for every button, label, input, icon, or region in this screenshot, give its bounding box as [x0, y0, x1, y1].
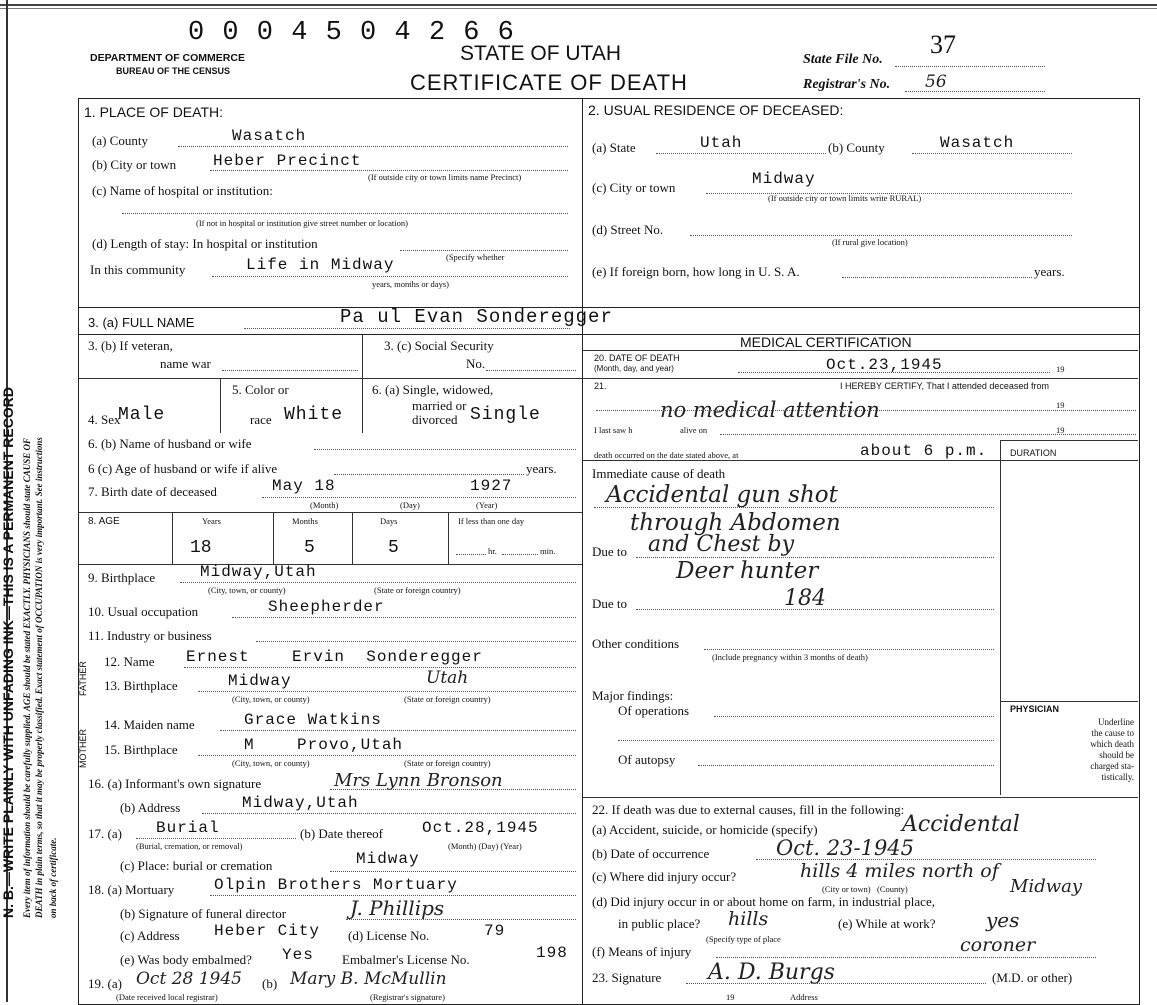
physician-note-line: charged sta- — [1090, 761, 1134, 771]
immediate-cause-1[interactable]: Accidental gun shot — [606, 482, 838, 508]
immediate-cause-label: Immediate cause of death — [592, 466, 726, 481]
father-birthplace-label: 13. Birthplace — [104, 678, 178, 693]
other-conditions-note: (Include pregnancy within 3 months of death) — [712, 652, 868, 662]
alive-on-label: alive on — [680, 425, 708, 435]
external-heading: 22. If death was due to external causes, fill in the following: — [592, 802, 905, 817]
burial-label: 17. (a) — [88, 826, 122, 841]
residence-heading: 2. USUAL RESIDENCE OF DECEASED: — [588, 102, 844, 118]
address-label: Address — [790, 992, 818, 1002]
occupation-label: 10. Usual occupation — [88, 604, 199, 619]
public-place-value[interactable]: hills — [728, 908, 769, 930]
sig-nineteen: 19 — [726, 992, 735, 1002]
burial-place-value[interactable]: Midway — [356, 850, 420, 868]
burial-date-value[interactable]: Oct.28,1945 — [422, 819, 539, 837]
registrar-number: 56 — [925, 72, 947, 92]
informant-signature[interactable]: Mrs Lynn Bronson — [334, 770, 503, 791]
means-value[interactable]: coroner — [960, 934, 1036, 956]
duration-header: DURATION — [1010, 448, 1057, 458]
physician-header: PHYSICIAN — [1010, 704, 1060, 714]
race-label: race — [250, 412, 272, 427]
marital-header: 6. (a) Single, widowed, — [372, 382, 494, 397]
death-city-value[interactable]: Heber Precinct — [213, 152, 362, 170]
injury-place-note: (City or town) (County) — [822, 884, 908, 894]
father-birthplace-city[interactable]: Midway — [228, 672, 292, 690]
community-note: years, months or days) — [372, 279, 449, 289]
res-state-value[interactable]: Utah — [700, 134, 743, 152]
community-value[interactable]: Life in Midway — [246, 256, 395, 274]
occupation-value[interactable]: Sheepherder — [268, 598, 385, 616]
embalmer-license-value[interactable]: 198 — [536, 944, 568, 962]
mother-name-label: 14. Maiden name — [104, 717, 195, 732]
mother-name-value[interactable]: Grace Watkins — [244, 711, 382, 729]
place-of-death-heading: 1. PLACE OF DEATH: — [84, 104, 223, 120]
birth-month-day[interactable]: May 18 — [272, 477, 336, 495]
mother-birthplace-value[interactable]: M Provo,Utah — [244, 736, 404, 754]
occurrence-date-value[interactable]: Oct. 23-1945 — [776, 836, 915, 860]
race-value[interactable]: White — [284, 405, 344, 425]
mortuary-label: 18. (a) Mortuary — [88, 882, 175, 897]
married-header: married or — [412, 398, 467, 413]
signature-label: 23. Signature — [592, 970, 662, 985]
state-file-label: State File No. — [803, 52, 883, 67]
specify-whether-note: (Specify whether — [446, 252, 505, 262]
res-county-label: (b) County — [828, 140, 885, 155]
age-days-header: Days — [380, 516, 398, 526]
husband-label: 6. (b) Name of husband or wife — [88, 436, 252, 451]
age-less-header: If less than one day — [458, 516, 525, 526]
mortuary-address-value[interactable]: Heber City — [214, 922, 321, 940]
date-of-death-label: 20. DATE OF DEATH — [594, 353, 680, 363]
registrar-signature[interactable]: Mary B. McMullin — [290, 969, 447, 989]
mother-side-label: MOTHER — [78, 729, 88, 768]
filed-date-note: (Date received local registrar) — [116, 992, 218, 1002]
filed-b-label: (b) — [262, 976, 278, 991]
father-side-label: FATHER — [78, 661, 88, 696]
mother-bp-note-city: (City, town, or county) — [232, 758, 310, 768]
social-security-no-label: No. — [466, 356, 486, 371]
birth-day-note: (Day) — [400, 500, 420, 510]
full-name-value[interactable]: Pa ul Evan Sonderegger — [340, 306, 613, 328]
immediate-cause-2[interactable]: through Abdomen — [630, 510, 841, 536]
veteran-label: 3. (b) If veteran, — [88, 338, 173, 353]
physician-note-line: should be — [1099, 750, 1134, 760]
mother-bp-note-state: (State or foreign country) — [404, 758, 491, 768]
physician-note — [1004, 717, 1134, 783]
age-months-value[interactable]: 5 — [304, 538, 315, 558]
age-label: 8. AGE — [88, 516, 120, 527]
due-to-1-value-b[interactable]: Deer hunter — [676, 558, 819, 584]
age-days-value[interactable]: 5 — [388, 538, 399, 558]
other-conditions-label: Other conditions — [592, 636, 680, 651]
street-note: (If rural give location) — [832, 237, 908, 247]
foreign-born-label: (e) If foreign born, how long in U. S. A. — [592, 264, 800, 279]
color-header: 5. Color or — [232, 382, 289, 397]
spouse-age-label: 6 (c) Age of husband or wife if alive — [88, 461, 278, 476]
burial-place-label: (c) Place: burial or cremation — [120, 858, 273, 873]
funeral-director-label: (b) Signature of funeral director — [120, 906, 287, 921]
physician-note-line: tistically. — [1101, 772, 1134, 782]
certify-nineteen-2: 19 — [1056, 425, 1065, 435]
license-label: (d) License No. — [348, 928, 430, 943]
accident-value[interactable]: Accidental — [902, 812, 1020, 837]
md-or-other-label: (M.D. or other) — [992, 970, 1073, 985]
father-name-label: 12. Name — [104, 654, 155, 669]
industry-label: 11. Industry or business — [88, 628, 212, 643]
physician-note-line: the cause to — [1091, 728, 1134, 738]
time-of-death-value[interactable]: about 6 p.m. — [860, 442, 988, 460]
attention-value[interactable]: no medical attention — [660, 398, 880, 422]
father-bp-note-state: (State or foreign country) — [404, 694, 491, 704]
burial-date-label: (b) Date thereof — [300, 826, 384, 841]
street-label: (d) Street No. — [592, 222, 664, 237]
birthplace-value[interactable]: Midway,Utah — [200, 563, 317, 581]
birthplace-note-state: (State or foreign country) — [374, 585, 461, 595]
injury-place-label: (c) Where did injury occur? — [592, 869, 737, 884]
filed-label: 19. (a) — [88, 976, 122, 991]
due-to-1-value-a[interactable]: and Chest by — [648, 532, 795, 557]
embalmed-label: (e) Was body embalmed? — [120, 952, 252, 967]
serial-number: 0 0 0 4 5 0 4 2 6 6 — [188, 18, 515, 48]
certify-text: I HEREBY CERTIFY, That I attended deceased from — [840, 381, 1049, 391]
due-to-2-label: Due to — [592, 596, 628, 611]
state-file-number: 37 — [930, 30, 956, 59]
foreign-years-label: years. — [1034, 264, 1065, 279]
age-years-header: Years — [202, 516, 221, 526]
accident-label: (a) Accident, suicide, or homicide (specify) — [592, 822, 818, 837]
date-of-death-note: (Month, day, and year) — [594, 364, 674, 373]
length-of-stay-label: (d) Length of stay: In hospital or institution — [92, 236, 318, 251]
age-min-label: min. — [540, 546, 556, 556]
res-state-label: (a) State — [592, 140, 636, 155]
embalmer-license-label: Embalmer's License No. — [342, 952, 470, 967]
res-county-value[interactable]: Wasatch — [940, 134, 1015, 152]
full-name-label: 3. (a) FULL NAME — [88, 315, 195, 330]
burial-value[interactable]: Burial — [156, 819, 220, 837]
certify-num: 21. — [594, 381, 607, 391]
death-city-label: (b) City or town — [92, 157, 177, 172]
informant-address-value[interactable]: Midway,Utah — [242, 794, 359, 812]
hospital-note: (If not in hospital or institution give street number or location) — [196, 218, 408, 228]
registrar-sig-note: (Registrar's signature) — [370, 992, 445, 1002]
physician-note-line: which death — [1090, 739, 1134, 749]
registrar-label: Registrar's No. — [803, 77, 891, 92]
birth-year-note: (Year) — [476, 500, 498, 510]
injury-place-value[interactable]: hills 4 miles north of — [800, 860, 999, 882]
side-note-instructions-3: on back of certificate. — [48, 837, 58, 918]
sex-value[interactable]: Male — [118, 405, 166, 425]
occurrence-date-label: (b) Date of occurrence — [592, 846, 710, 861]
work-value[interactable]: yes — [986, 908, 1020, 932]
father-bp-note-city: (City, town, or county) — [232, 694, 310, 704]
social-security-label: 3. (c) Social Security — [384, 338, 494, 353]
age-hr-label: hr. — [488, 546, 497, 556]
age-years-value[interactable]: 18 — [190, 538, 212, 558]
informant-address-label: (b) Address — [120, 800, 181, 815]
filed-date-value[interactable]: Oct 28 1945 — [136, 969, 242, 989]
death-county-value[interactable]: Wasatch — [232, 127, 307, 145]
public-place-label: in public place? — [618, 916, 701, 931]
res-city-value[interactable]: Midway — [752, 170, 816, 188]
birth-date-label: 7. Birth date of deceased — [88, 484, 217, 499]
embalmed-value[interactable]: Yes — [282, 946, 314, 964]
marital-status-value[interactable]: Single — [470, 405, 541, 425]
res-city-note: (If outside city or town limits write RURAL) — [768, 193, 922, 203]
birthplace-label: 9. Birthplace — [88, 570, 156, 585]
burial-date-note: (Month) (Day) (Year) — [448, 841, 522, 851]
death-city-note: (If outside city or town limits name Precinct) — [368, 172, 522, 182]
side-note-permanent-record: N. B.—WRITE PLAINLY WITH UNFADING INK—THIS IS A PERMANENT RECORD — [0, 387, 16, 918]
funeral-director-signature[interactable]: J. Phillips — [350, 896, 445, 920]
mortuary-value[interactable]: Olpin Brothers Mortuary — [214, 876, 458, 894]
physician-signature[interactable]: A. D. Burgs — [708, 960, 835, 985]
means-label: (f) Means of injury — [592, 944, 692, 959]
birth-year[interactable]: 1927 — [470, 477, 513, 495]
age-months-header: Months — [292, 516, 318, 526]
birth-month-note: (Month) — [310, 500, 339, 510]
certify-nineteen-1: 19 — [1056, 400, 1065, 410]
death-county-label: (a) County — [92, 133, 148, 148]
res-city-label: (c) City or town — [592, 180, 676, 195]
side-note-instructions-1: Every item of information should be carefully supplied. AGE should be stated EXACTLY. PHYSICIANS should state CAUSE OF — [22, 438, 32, 918]
due-to-1-label: Due to — [592, 544, 628, 559]
sex-label: 4. Sex — [88, 412, 121, 427]
work-label: (e) While at work? — [838, 916, 936, 931]
due-to-2-value[interactable]: 184 — [784, 586, 826, 611]
last-saw-label: I last saw h — [594, 425, 633, 435]
bureau-label: BUREAU OF THE CENSUS — [116, 66, 231, 76]
birthplace-note-city: (City, town, or county) — [208, 585, 286, 595]
certificate-title: CERTIFICATE OF DEATH — [410, 70, 688, 95]
major-findings-label: Major findings: — [592, 688, 674, 703]
father-birthplace-state[interactable]: Utah — [426, 668, 469, 688]
divorced-label: divorced — [412, 412, 458, 427]
mortuary-address-label: (c) Address — [120, 928, 180, 943]
public-place-note: (Specify type of place — [706, 934, 781, 944]
injury-home-label: (d) Did injury occur in or about home on farm, in industrial place, — [592, 894, 935, 909]
operations-label: Of operations — [618, 703, 690, 718]
physician-note-line: Underline — [1098, 717, 1134, 727]
state-title: STATE OF UTAH — [460, 42, 621, 65]
community-label: In this community — [90, 262, 186, 277]
injury-place-value-2[interactable]: Midway — [1010, 876, 1083, 897]
veteran-war-label: name war — [160, 356, 211, 371]
father-name-value[interactable]: Ernest Ervin Sonderegger — [186, 648, 483, 666]
mother-birthplace-label: 15. Birthplace — [104, 742, 178, 757]
informant-sig-label: 16. (a) Informant's own signature — [88, 776, 262, 791]
hospital-label: (c) Name of hospital or institution: — [92, 183, 273, 198]
license-value[interactable]: 79 — [484, 922, 506, 940]
date-of-death-value[interactable]: Oct.23,1945 — [826, 356, 943, 374]
autopsy-label: Of autopsy — [618, 752, 676, 767]
side-note-instructions-2: DEATH in plain terms, so that it may be properly classified. Exact statement of OCCUPATION is very important. See instructions — [34, 437, 44, 918]
occurred-label: death occurred on the date stated above, at — [594, 450, 739, 460]
medical-heading: MEDICAL CERTIFICATION — [740, 334, 912, 350]
spouse-age-years: years. — [526, 461, 557, 476]
burial-note: (Burial, cremation, or removal) — [136, 841, 243, 851]
department-label: DEPARTMENT OF COMMERCE — [90, 52, 245, 64]
dod-nineteen: 19 — [1056, 364, 1065, 374]
